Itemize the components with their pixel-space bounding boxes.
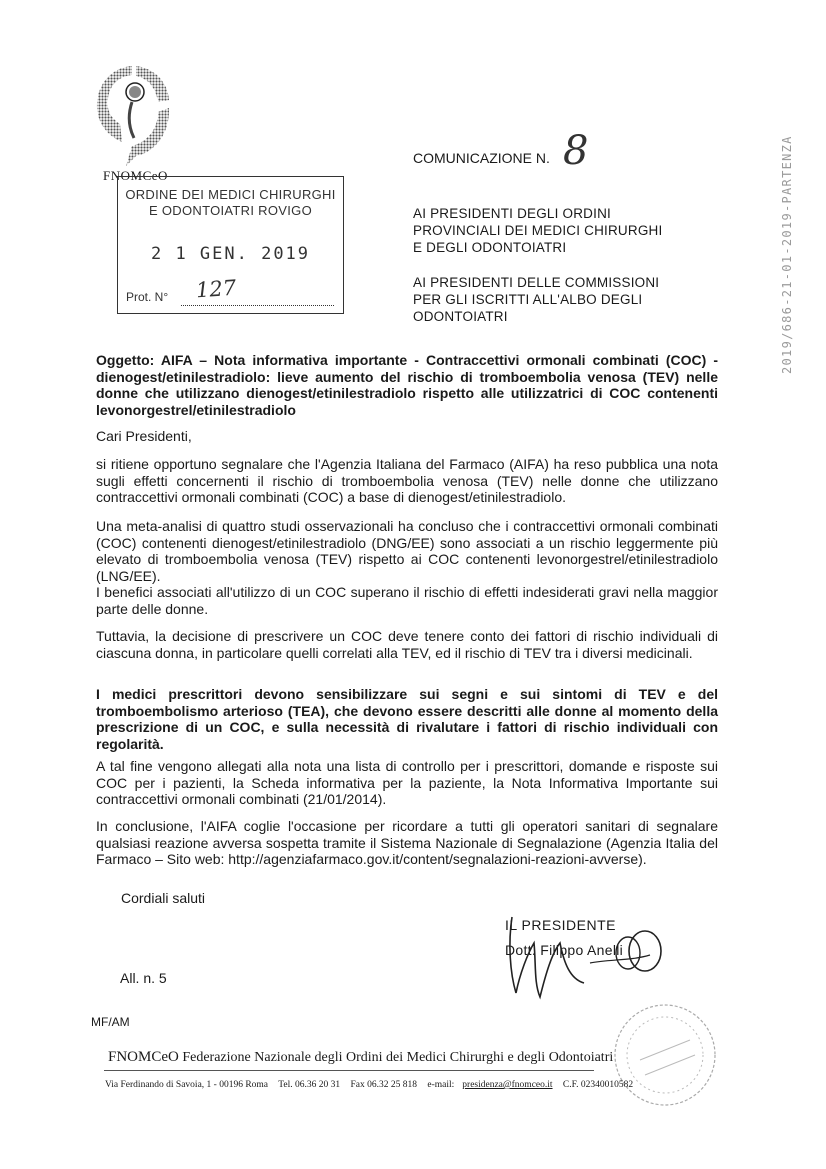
recipients-block-1 <box>413 205 662 256</box>
footer-email-label: e-mail: <box>427 1080 455 1090</box>
footer-contacts <box>105 1080 641 1090</box>
attachments: All. n. 5 <box>120 970 167 986</box>
org-short-name: FNOMCeO <box>103 168 168 183</box>
footer-tel: Tel. 06.36 20 31 <box>278 1080 341 1090</box>
paragraph-5: I medici prescrittori devono sensibilizzare sui segni e sui sintomi di TEV e del tromboembolismo arterioso (TEA), che devono essere descritti alle donne al momento della prescrizione di un COC, e sulla necessità di rivalutare i fattori di rischio individuali con regolarità. <box>96 686 718 752</box>
fnomceo-logo <box>92 62 174 170</box>
stamp-prot-line <box>181 305 334 306</box>
stamp-prot-number: 127 <box>195 275 237 303</box>
recipient-line: PER GLI ISCRITTI ALL'ALBO DEGLI <box>413 292 643 307</box>
recipient-line: AI PRESIDENTI DEGLI ORDINI <box>413 206 611 221</box>
signature-name: Dott. Filippo Anelli <box>505 942 624 958</box>
signature-title: IL PRESIDENTE <box>505 917 617 933</box>
footer-org-full: Federazione Nazionale degli Ordini dei Medici Chirurghi e degli Odontoiatri <box>182 1050 614 1065</box>
footer-divider <box>104 1070 594 1071</box>
communication-label: COMUNICAZIONE N. <box>413 150 550 166</box>
author-initials: MF/AM <box>91 1015 130 1029</box>
closing: Cordiali saluti <box>121 890 206 906</box>
footer-org-abbr: FNOMCeO <box>108 1049 179 1065</box>
stamp-prot-label: Prot. N° <box>126 290 169 304</box>
recipient-line: PROVINCIALI DEI MEDICI CHIRURGHI <box>413 223 663 238</box>
signature-block <box>500 913 670 1003</box>
footer-fax: Fax 06.32 25 818 <box>350 1080 417 1090</box>
paragraph-2: Una meta-analisi di quattro studi osservazionali ha concluso che i contraccettivi ormonali combinati (COC) contenenti dienogest/etinilestradiolo (DNG/EE) sono associati a un rischio leggermente più elevato di tromboembolia venosa (TEV) rispetto ai COC contenenti levonorgestrel/etinilestradiolo (LNG/EE). <box>96 518 718 584</box>
handwritten-signature <box>500 913 670 1003</box>
footer-title <box>108 1049 613 1066</box>
paragraph-1: si ritiene opportuno segnalare che l'Agenzia Italiana del Farmaco (AIFA) ha reso pubblica una nota sugli effetti concernenti il rischio di tromboembolia venosa (TEV) nelle donne che utilizzano contraccettivi ormonali combinati (COC) a base di dienogest/etinilestradiolo. <box>96 456 718 505</box>
stamp-date: 2 1 GEN. 2019 <box>150 244 311 264</box>
recipient-line: ODONTOIATRI <box>413 309 508 324</box>
subject: Oggetto: AIFA – Nota informativa importante - Contraccettivi ormonali combinati (COC) - dienogest/etinilestradiolo: lieve aumento del rischio di tromboembolia venosa (TEV) nelle donne che utilizzano dienogest/etinilestradiolo rispetto alle utilizzatrici di COC contenenti levonorgestrel/etinilestradiolo <box>96 352 718 418</box>
recipient-line: E DEGLI ODONTOIATRI <box>413 240 567 255</box>
recipients-block-2 <box>413 274 659 325</box>
round-stamp <box>610 1000 720 1110</box>
protocol-stamp <box>117 176 344 314</box>
greeting: Cari Presidenti, <box>96 428 192 444</box>
footer-cf: C.F. 02340010582 <box>562 1080 634 1090</box>
recipient-line: AI PRESIDENTI DELLE COMMISSIONI <box>413 275 660 290</box>
stamp-line-2: E ODONTOIATRI ROVIGO <box>149 203 312 218</box>
paragraph-7: In conclusione, l'AIFA coglie l'occasione per ricordare a tutti gli operatori sanitari di segnalare qualsiasi reazione avversa sospetta tramite il Sistema Nazionale di Segnalazione (Agenzia Italia del Farmaco – Sito web: http://agenziafarmaco.gov.it/content/segnalazioni-reazioni-avverse). <box>96 818 718 867</box>
paragraph-6: A tal fine vengono allegati alla nota una lista di controllo per i prescrittori, domande e risposte sui COC per i pazienti, la Scheda informativa per la paziente, la Nota Informativa Importante sui contraccettivi ormonali combinati (21/01/2014). <box>96 758 718 807</box>
paragraph-4: Tuttavia, la decisione di prescrivere un COC deve tenere conto dei fattori di rischio individuali di ciascuna donna, in particolare quelli correlati alla TEV, ed il rischio di TEV tra i diversi medicinali. <box>96 628 718 661</box>
paragraph-3: I benefici associati all'utilizzo di un COC superano il rischio di effetti indesiderati gravi nella maggior parte delle donne. <box>96 584 718 617</box>
stamp-line-1: ORDINE DEI MEDICI CHIRURGHI <box>125 187 336 202</box>
side-protocol-stamp: 2019/686-21-01-2019-PARTENZA <box>780 135 794 374</box>
communication-number: 8 <box>563 128 589 174</box>
footer-address: Via Ferdinando di Savoia, 1 - 00196 Roma <box>105 1080 269 1090</box>
footer-email-link[interactable]: presidenza@fnomceo.it <box>462 1080 553 1090</box>
